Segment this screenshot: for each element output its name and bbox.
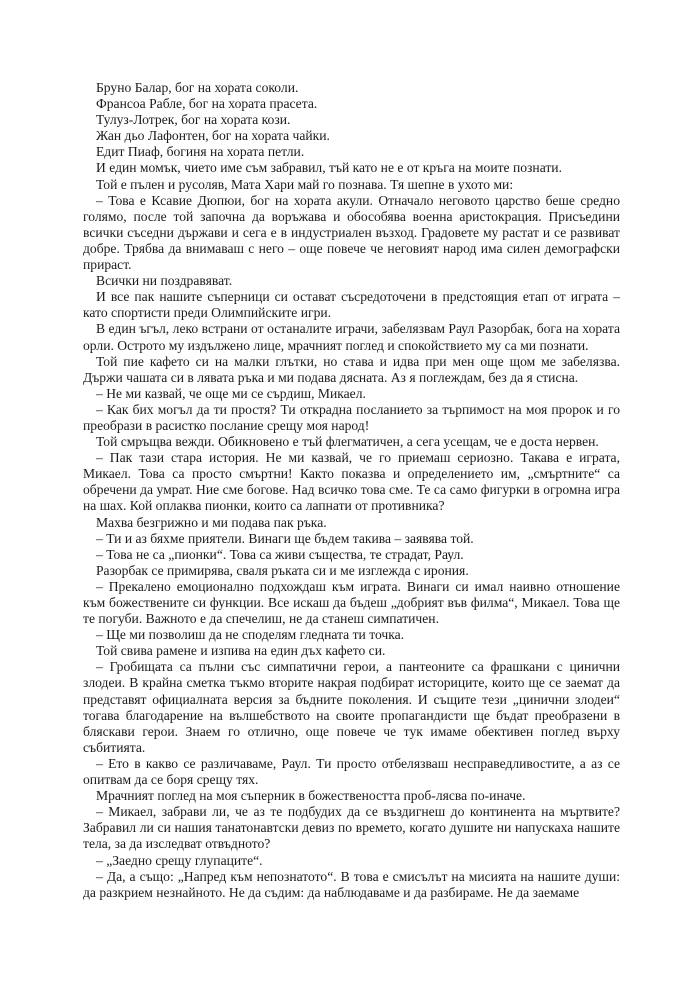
paragraph: Всички ни поздравяват. (96, 273, 233, 289)
paragraph: – Това не са „пионки“. Това са живи същества, те страдат, Раул. (96, 546, 464, 562)
paragraph: – „Заедно срещу глупаците“. (96, 852, 263, 868)
book-page (83, 80, 620, 901)
paragraph: – Ето в какво се различаваме, Раул. Ти просто отбелязваш несправедливостите, а аз се опитвам да се боря срещу тях. (83, 755, 620, 788)
paragraph: – Ще ми позволиш да не споделям гледната ти точка. (96, 627, 405, 643)
paragraph: Разорбак се примирява, сваля ръката си и ме изглежда с ирония. (96, 562, 469, 578)
paragraph: Жан дьо Лафонтен, бог на хората чайки. (96, 128, 330, 144)
paragraph: Едит Пиаф, богиня на хората петли. (96, 144, 305, 160)
paragraph: – Не ми казвай, че още ми се сърдиш, Микаел. (96, 385, 366, 401)
paragraph: – Да, а също: „Напред към непознатото“. В това е смисълът на мисията на нашите души: да разкрием незнайното. Не да съдим: да наблюдаваме и да разбираме. Не да заемаме (83, 868, 620, 900)
paragraph: – Това е Ксавие Дюпюи, бог на хората акули. Отначало неговото царство беше средно голямо, после той започна да воръжава и обособява военна аристокрация. Присъедини всички съседни държави и сега е в индустриален възход. Градовете му растат и се развиват добре. Трябва да внимаваш с него – още повече че неговият народ има силен демографски прираст. (83, 192, 620, 273)
paragraph: Той е пълен и русоляв, Мата Хари май го познава. Тя шепне в ухото ми: (96, 176, 514, 192)
paragraph: – Как бих могъл да ти простя? Ти открадна посланието за търпимост на моя пророк и го преобрази в расистко послание срещу моя народ! (83, 401, 620, 433)
paragraph: – Пак тази стара история. Не ми казвай, че го приемаш сериозно. Такава е играта, Микаел. Това са просто смъртни! Както показва и определението им, „смъртните“ са обречени да умрат. Ние сме богове. Над всичко това сме. Те са само фигурки в огромна игра на шах. Кой оплаква пионки, които са лапнати от противника? (83, 450, 620, 514)
paragraph: Тулуз-Лотрек, бог на хората кози. (96, 112, 291, 128)
paragraph: Мрачният поглед на моя съперник в божествеността проб-лясва по-иначе. (96, 788, 526, 804)
paragraph: – Микаел, забрави ли, че аз те подбудих да се въздигнеш до континента на мъртвите? Забравил ли си нашия танатонавтски девиз по времето, когато душите ни напускаха нашите тела, за да изследват отвъдното? (83, 804, 620, 852)
paragraph: И все пак нашите съперници си остават съсредоточени в предстоящия етап от играта – като спортисти преди Олимпийските игри. (83, 289, 620, 321)
paragraph: Той пие кафето си на малки глътки, но става и идва при мен още щом ме забелязва. Държи чашата си в лявата ръка и ми подава дясната. Аз я поглеждам, без да я стисна. (83, 353, 620, 385)
paragraph: – Ти и аз бяхме приятели. Винаги ще бъдем такива – заявява той. (96, 530, 474, 546)
paragraph: Франсоа Рабле, бог на хората прасета. (96, 96, 318, 112)
paragraph: Той свива рамене и изпива на един дъх кафето си. (96, 643, 386, 659)
paragraph: Бруно Балар, бог на хората соколи. (96, 80, 299, 95)
paragraph: – Гробищата са пълни със симпатични герои, а пантеоните са фрашкани с цинични злодеи. В крайна сметка тъкмо вторите накрая подбират историците, които ще се заемат да представят официалната версия за бъдните поколения. И същите тези „цинични злодеи“ тогава благодарение на вълшебството на своите пропагандисти ще бъдат преобразени в бляскави герои. Знаем го отлично, още повече че тук имаме обективен поглед върху събитията. (83, 659, 620, 755)
paragraph: В един ъгъл, леко встрани от останалите играчи, забелязвам Раул Разорбак, бога на хората орли. Остротo му издължено лице, мрачният поглед и спокойствието му са ми познати. (83, 321, 620, 353)
paragraph: Той смръщва вежди. Обикновено е тъй флегматичен, а сега усещам, че е доста нервен. (96, 434, 599, 450)
paragraph: Махва безгрижно и ми подава пак ръка. (96, 514, 327, 530)
paragraph: – Прекалено емоционално подхождаш към играта. Винаги си имал наивно отношение към божествените си функции. Все искаш да бъдеш „добрият във филма“, Микаел. Това ще те погуби. Важното е да спечелиш, не да станеш симпатичен. (83, 578, 620, 627)
paragraph: И един момък, чието име съм забравил, тъй като не е от кръга на моите познати. (96, 160, 562, 176)
